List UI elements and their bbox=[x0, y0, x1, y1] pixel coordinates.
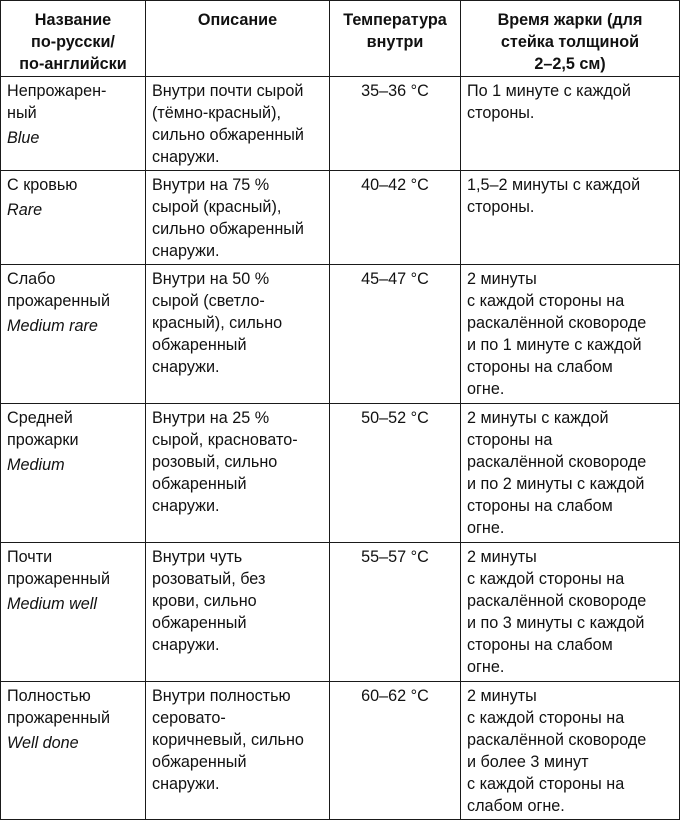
table-row bbox=[1, 682, 680, 820]
name-cell bbox=[1, 404, 146, 543]
table-row bbox=[1, 77, 680, 171]
temperature-cell: 40–42 °C bbox=[330, 171, 461, 265]
time-cell: По 1 минуте с каждой стороны. bbox=[461, 77, 680, 171]
description-cell: Внутри на 25 % сырой, красновато- розовый, сильно обжаренный снаружи. bbox=[146, 404, 330, 543]
table-row bbox=[1, 265, 680, 404]
time-cell: 2 минуты с каждой стороны на раскалённой сковороде и более 3 минут с каждой стороны на слабом огне. bbox=[461, 682, 680, 820]
time-cell: 2 минуты с каждой стороны на раскалённой сковороде и по 1 минуте с каждой стороны на слабом огне. bbox=[461, 265, 680, 404]
name-en: Medium well bbox=[7, 595, 97, 613]
name-en: Medium bbox=[7, 456, 65, 474]
name-ru: Средней прожарки bbox=[7, 409, 79, 449]
description-cell: Внутри чуть розоватый, без крови, сильно обжаренный снаружи. bbox=[146, 543, 330, 682]
description-cell: Внутри на 75 % сырой (красный), сильно обжаренный снаружи. bbox=[146, 171, 330, 265]
name-ru: Почти прожаренный bbox=[7, 548, 110, 588]
name-en: Rare bbox=[7, 201, 43, 219]
header-time: Время жарки (для стейка толщиной 2–2,5 см) bbox=[461, 1, 680, 77]
header-temperature: Температура внутри bbox=[330, 1, 461, 77]
name-ru: Слабо прожаренный bbox=[7, 270, 110, 310]
name-ru: Непрожарен- ный bbox=[7, 82, 107, 122]
header-name: Название по-русски/ по-английски bbox=[1, 1, 146, 77]
temperature-cell: 45–47 °C bbox=[330, 265, 461, 404]
table-row bbox=[1, 404, 680, 543]
name-cell bbox=[1, 265, 146, 404]
temperature-cell: 60–62 °C bbox=[330, 682, 461, 820]
time-cell: 1,5–2 минуты с каждой стороны. bbox=[461, 171, 680, 265]
header-row bbox=[1, 1, 680, 77]
name-cell bbox=[1, 543, 146, 682]
name-ru: Полностью прожаренный bbox=[7, 687, 110, 727]
name-cell bbox=[1, 171, 146, 265]
description-cell: Внутри на 50 % сырой (светло- красный), сильно обжаренный снаружи. bbox=[146, 265, 330, 404]
time-cell: 2 минуты с каждой стороны на раскалённой сковороде и по 3 минуты с каждой стороны на слабом огне. bbox=[461, 543, 680, 682]
name-ru: С кровью bbox=[7, 176, 78, 194]
description-cell: Внутри полностью серовато- коричневый, сильно обжаренный снаружи. bbox=[146, 682, 330, 820]
temperature-cell: 50–52 °C bbox=[330, 404, 461, 543]
time-cell: 2 минуты с каждой стороны на раскалённой сковороде и по 2 минуты с каждой стороны на слабом огне. bbox=[461, 404, 680, 543]
temperature-cell: 35–36 °C bbox=[330, 77, 461, 171]
temperature-cell: 55–57 °C bbox=[330, 543, 461, 682]
header-description: Описание bbox=[146, 1, 330, 77]
name-en: Blue bbox=[7, 129, 40, 147]
name-cell bbox=[1, 77, 146, 171]
table-row bbox=[1, 543, 680, 682]
name-en: Well done bbox=[7, 734, 79, 752]
name-cell bbox=[1, 682, 146, 820]
name-en: Medium rare bbox=[7, 317, 98, 335]
description-cell: Внутри почти сырой (тёмно-красный), сильно обжаренный снаружи. bbox=[146, 77, 330, 171]
table-row bbox=[1, 171, 680, 265]
